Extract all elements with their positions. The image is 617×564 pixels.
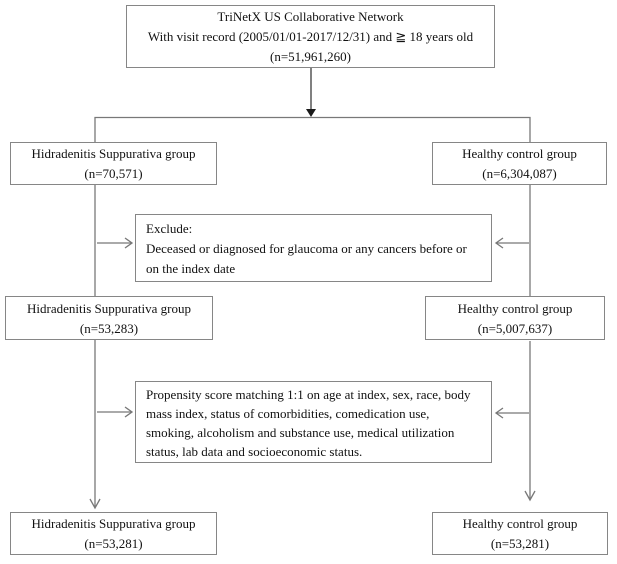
hs-after-exclusion-count: (n=53,283) bbox=[79, 321, 139, 336]
hc-after-exclusion-title: Healthy control group bbox=[457, 301, 573, 316]
hc-after-exclusion-count: (n=5,007,637) bbox=[477, 321, 553, 336]
hs-initial-box bbox=[10, 142, 217, 185]
hs-initial-title: Hidradenitis Suppurativa group bbox=[31, 146, 196, 161]
hs-after-exclusion-title: Hidradenitis Suppurativa group bbox=[27, 301, 191, 316]
source-population-box bbox=[126, 5, 495, 68]
source-line-3: (n=51,961,260) bbox=[270, 49, 351, 64]
matching-line-4: status, lab data and socioeconomic status. bbox=[146, 444, 363, 459]
hc-initial-count: (n=6,304,087) bbox=[482, 166, 557, 181]
hs-matched-count: (n=53,281) bbox=[84, 536, 143, 551]
hs-initial-count: (n=70,571) bbox=[84, 166, 143, 181]
hs-matched-title: Hidradenitis Suppurativa group bbox=[31, 516, 196, 531]
hc-after-exclusion-box bbox=[425, 296, 605, 340]
hc-initial-title: Healthy control group bbox=[462, 146, 577, 161]
split-line bbox=[95, 118, 530, 143]
hc-matched-count: (n=53,281) bbox=[490, 536, 550, 551]
arrow-right-to-exclusion bbox=[496, 238, 529, 248]
arrow-source-down bbox=[306, 68, 316, 117]
hc-matched-box bbox=[432, 512, 608, 555]
hs-after-exclusion-box bbox=[5, 296, 213, 340]
hc-matched-title: Healthy control group bbox=[462, 516, 578, 531]
source-line-2: With visit record (2005/01/01-2017/12/31) and ≧ 18 years old bbox=[147, 29, 474, 44]
hc-initial-box bbox=[432, 142, 607, 185]
hs-matched-box bbox=[10, 512, 217, 555]
exclusion-line-2: Deceased or diagnosed for glaucoma or any cancers before or bbox=[146, 241, 467, 256]
arrow-hs-to-matched bbox=[90, 340, 100, 508]
exclusion-criteria-box bbox=[135, 214, 492, 282]
matching-line-2: mass index, status of comorbidities, comedication use, bbox=[146, 406, 430, 421]
source-line-1: TriNetX US Collaborative Network bbox=[217, 9, 404, 24]
arrow-right-to-matching bbox=[496, 408, 529, 418]
exclusion-line-3: on the index date bbox=[146, 261, 236, 276]
arrow-hc-to-matched bbox=[525, 341, 535, 500]
matching-line-1: Propensity score matching 1:1 on age at index, sex, race, body bbox=[146, 387, 471, 402]
matching-line-3: smoking, alcoholism and substance use, medical utilization bbox=[146, 425, 455, 440]
exclusion-line-1: Exclude: bbox=[146, 221, 193, 236]
arrow-left-to-matching bbox=[97, 407, 132, 417]
propensity-matching-box bbox=[135, 381, 492, 463]
arrow-left-to-exclusion bbox=[97, 238, 132, 248]
